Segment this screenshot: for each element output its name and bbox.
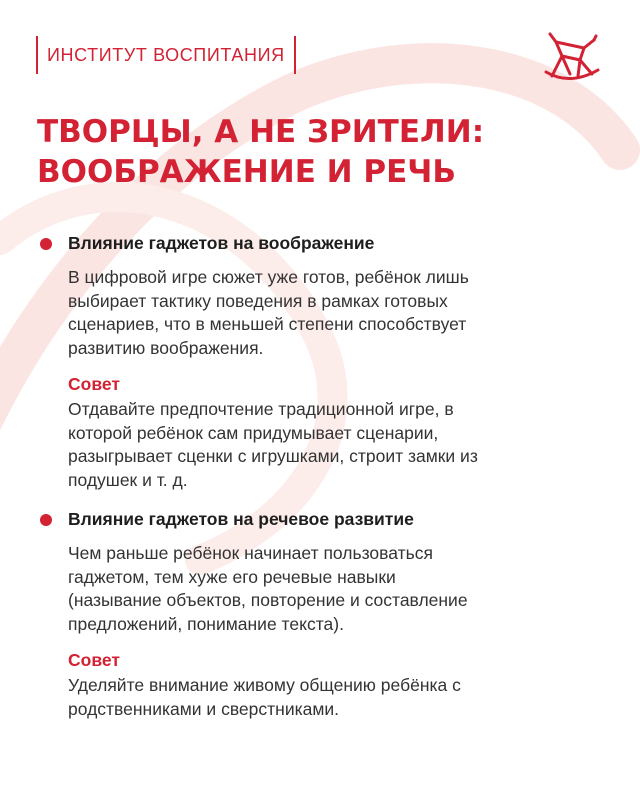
tip-label: Совет — [68, 650, 120, 670]
tip-text: Отдавайте предпочтение традиционной игре, в которой ребёнок сам придумывает сценарии, разыгрывает сценки с игрушками, строит замки из подушек и т. д. — [68, 399, 478, 490]
page-title-line-2: ВООБРАЖЕНИЕ И РЕЧЬ — [37, 154, 456, 190]
header-right-divider — [294, 36, 296, 74]
organization-name: ИНСТИТУТ ВОСПИТАНИЯ — [47, 44, 285, 65]
tip-text: Уделяйте внимание живому общению ребёнка с родственниками и сверстниками. — [68, 675, 461, 719]
section-text: Чем раньше ребёнок начинает пользоваться гаджетом, тем хуже его речевые навыки (называние объектов, повторение и составление предложений, понимание текста). — [68, 543, 468, 634]
rocking-horse-logo-icon — [540, 26, 604, 86]
section-title: Влияние гаджетов на речевое развитие — [68, 509, 414, 529]
page-title — [37, 112, 617, 192]
red-dot-bullet-icon — [40, 514, 52, 526]
section-text: В цифровой игре сюжет уже готов, ребёнок лишь выбирает тактику поведения в рамках готовых сценариев, что в меньшей степени способствует развитию воображения. — [68, 267, 469, 358]
red-dot-bullet-icon — [40, 238, 52, 250]
page-title-line-1: ТВОРЦЫ, А НЕ ЗРИТЕЛИ: — [37, 114, 485, 150]
tip-label: Совет — [68, 374, 120, 394]
section-title: Влияние гаджетов на воображение — [68, 233, 375, 253]
header — [36, 36, 296, 74]
